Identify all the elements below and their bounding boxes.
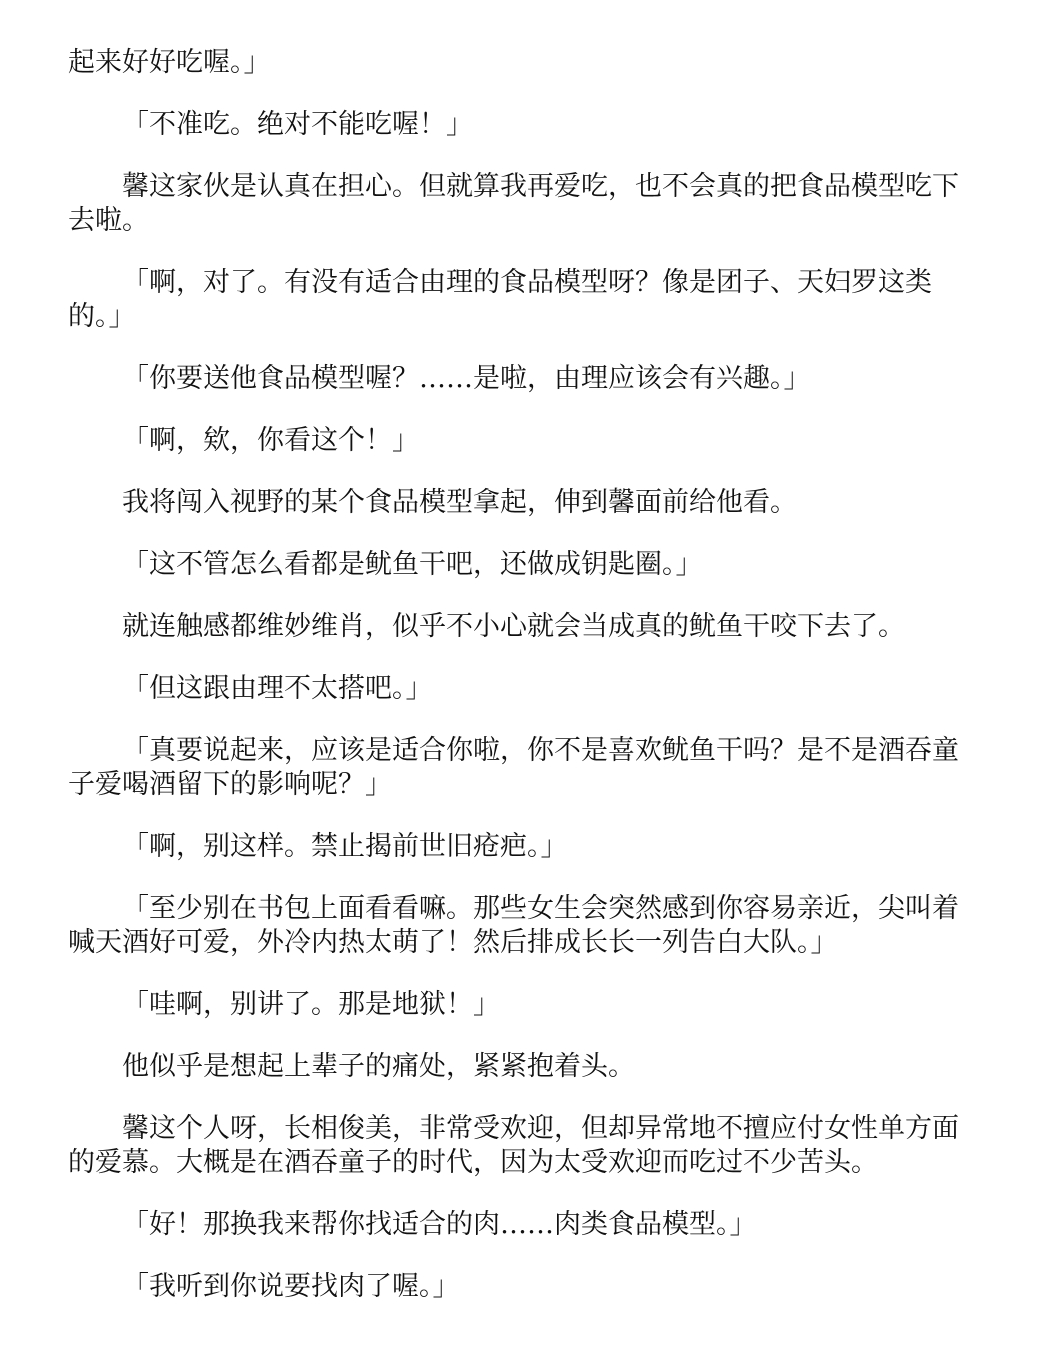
- paragraph: 「好！那换我来帮你找适合的肉……肉类食品模型。」: [122, 1209, 757, 1240]
- paragraph: 「真要说起来，应该是适合你啦，你不是喜欢鱿鱼干吗？是不是酒吞童子爱喝酒留下的影响呢？」: [68, 735, 959, 800]
- paragraph: 「但这跟由理不太搭吧。」: [122, 673, 433, 704]
- paragraph: 「至少别在书包上面看看嘛。那些女生会突然感到你容易亲近，尖叫着喊天酒好可爱，外冷内热太萌了！然后排成长长一列告白大队。」: [68, 893, 959, 958]
- paragraph: 「啊，对了。有没有适合由理的食品模型呀？像是团子、天妇罗这类的。」: [68, 267, 932, 332]
- paragraph: 「啊，别这样。禁止揭前世旧疮疤。」: [122, 831, 568, 862]
- paragraph: 馨这家伙是认真在担心。但就算我再爱吃，也不会真的把食品模型吃下去啦。: [68, 171, 959, 236]
- paragraph: 他似乎是想起上辈子的痛处，紧紧抱着头。: [122, 1051, 635, 1082]
- paragraph: 「啊，欸，你看这个！」: [122, 425, 419, 456]
- paragraph: 「我听到你说要找肉了喔。」: [122, 1271, 460, 1302]
- paragraph: 我将闯入视野的某个食品模型拿起，伸到馨面前给他看。: [122, 487, 797, 518]
- paragraph: 就连触感都维妙维肖，似乎不小心就会当成真的鱿鱼干咬下去了。: [122, 611, 905, 642]
- paragraph: 「哇啊，别讲了。那是地狱！」: [122, 989, 500, 1020]
- document-body: [68, 46, 978, 1332]
- paragraph: 起来好好吃喔。」: [68, 47, 271, 78]
- paragraph: 「这不管怎么看都是鱿鱼干吧，还做成钥匙圈。」: [122, 549, 703, 580]
- paragraph: 「不准吃。绝对不能吃喔！」: [122, 109, 473, 140]
- paragraph: 「你要送他食品模型喔？……是啦，由理应该会有兴趣。」: [122, 363, 811, 394]
- paragraph: 馨这个人呀，长相俊美，非常受欢迎，但却异常地不擅应付女性单方面的爱慕。大概是在酒吞童子的时代，因为太受欢迎而吃过不少苦头。: [68, 1113, 959, 1178]
